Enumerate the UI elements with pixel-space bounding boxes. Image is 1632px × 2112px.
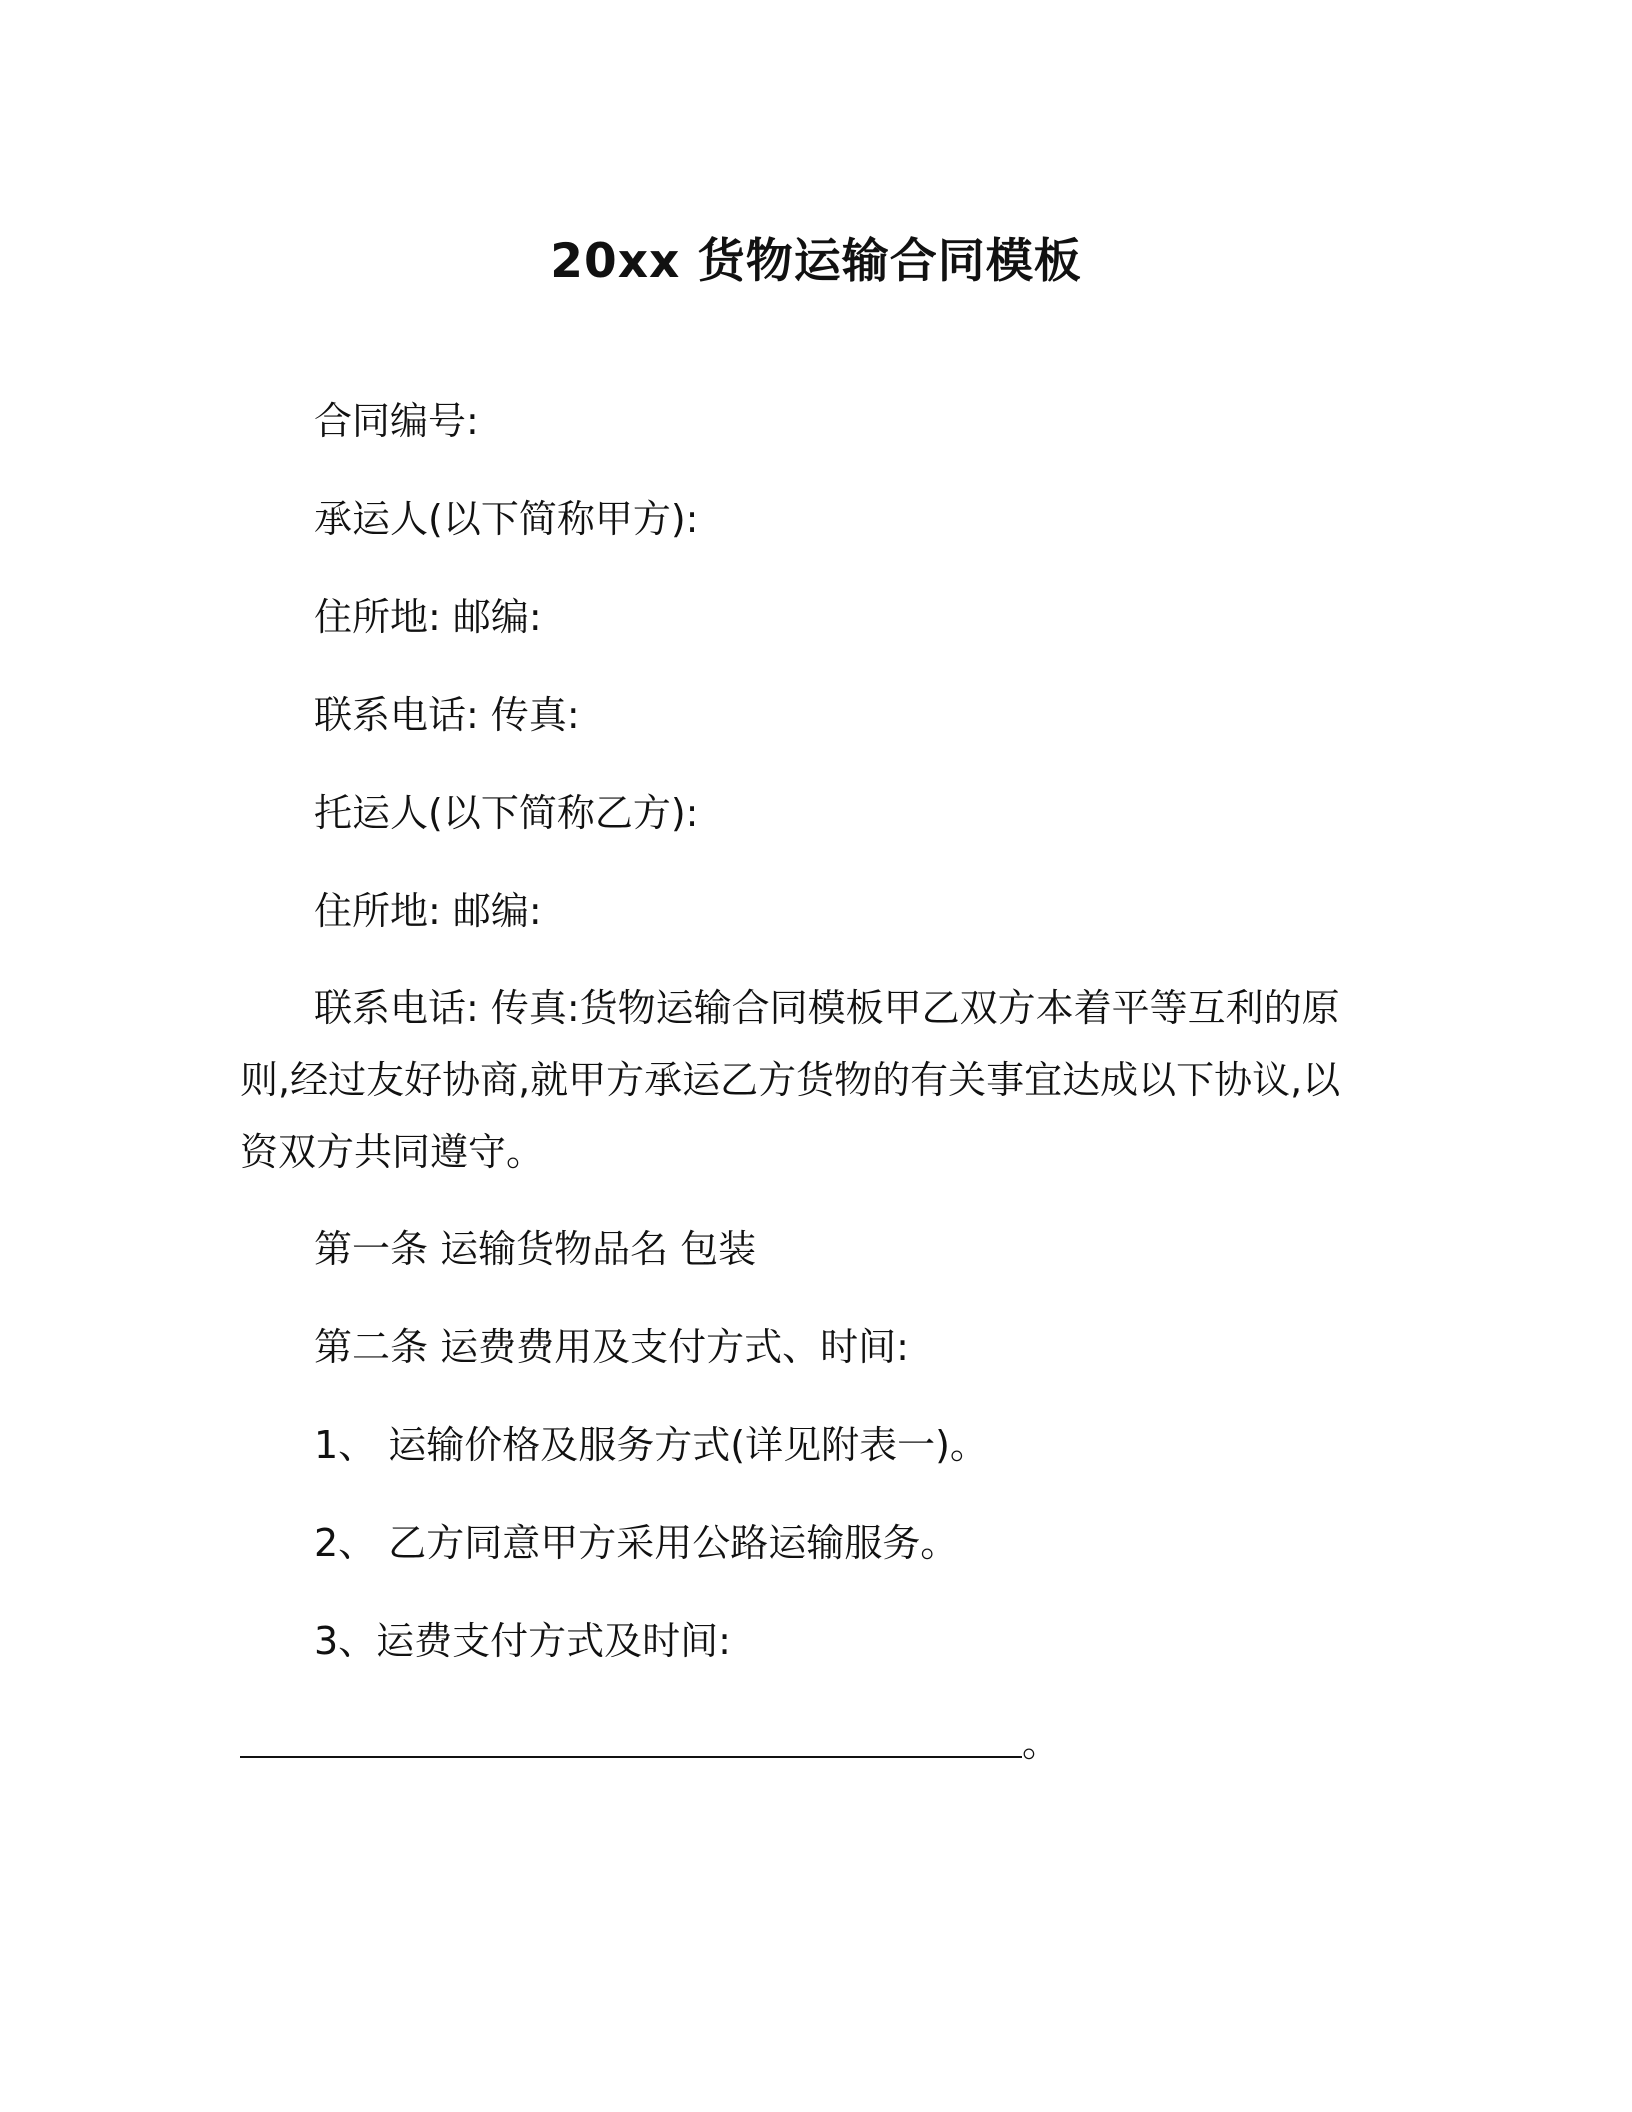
agreement-paragraph: 联系电话: 传真:货物运输合同模板甲乙双方本着平等互利的原则,经过友好协商,就甲方承运乙方货物的有关事宜达成以下协议,以资双方共同遵守。 (240, 986, 1341, 1174)
carrier-address-line: 住所地: 邮编: (314, 595, 542, 639)
clause-2: 第二条 运费费用及支付方式、时间: (314, 1325, 909, 1369)
payment-blank-line (240, 1756, 1022, 1758)
carrier-line: 承运人(以下简称甲方): (314, 497, 699, 541)
contract-number-line: 合同编号: (314, 399, 479, 443)
document-title: 20xx 货物运输合同模板 (550, 234, 1082, 289)
clause-2-item-1: 1、 运输价格及服务方式(详见附表一)。 (314, 1423, 988, 1467)
clause-1: 第一条 运输货物品名 包装 (314, 1227, 757, 1271)
payment-blank-period: 。 (1022, 1721, 1061, 1765)
shipper-address-line: 住所地: 邮编: (314, 889, 542, 933)
clause-2-item-2: 2、 乙方同意甲方采用公路运输服务。 (314, 1521, 959, 1565)
shipper-line: 托运人(以下简称乙方): (314, 791, 699, 835)
clause-2-item-3: 3、运费支付方式及时间: (314, 1619, 731, 1663)
carrier-contact-line: 联系电话: 传真: (314, 693, 580, 737)
